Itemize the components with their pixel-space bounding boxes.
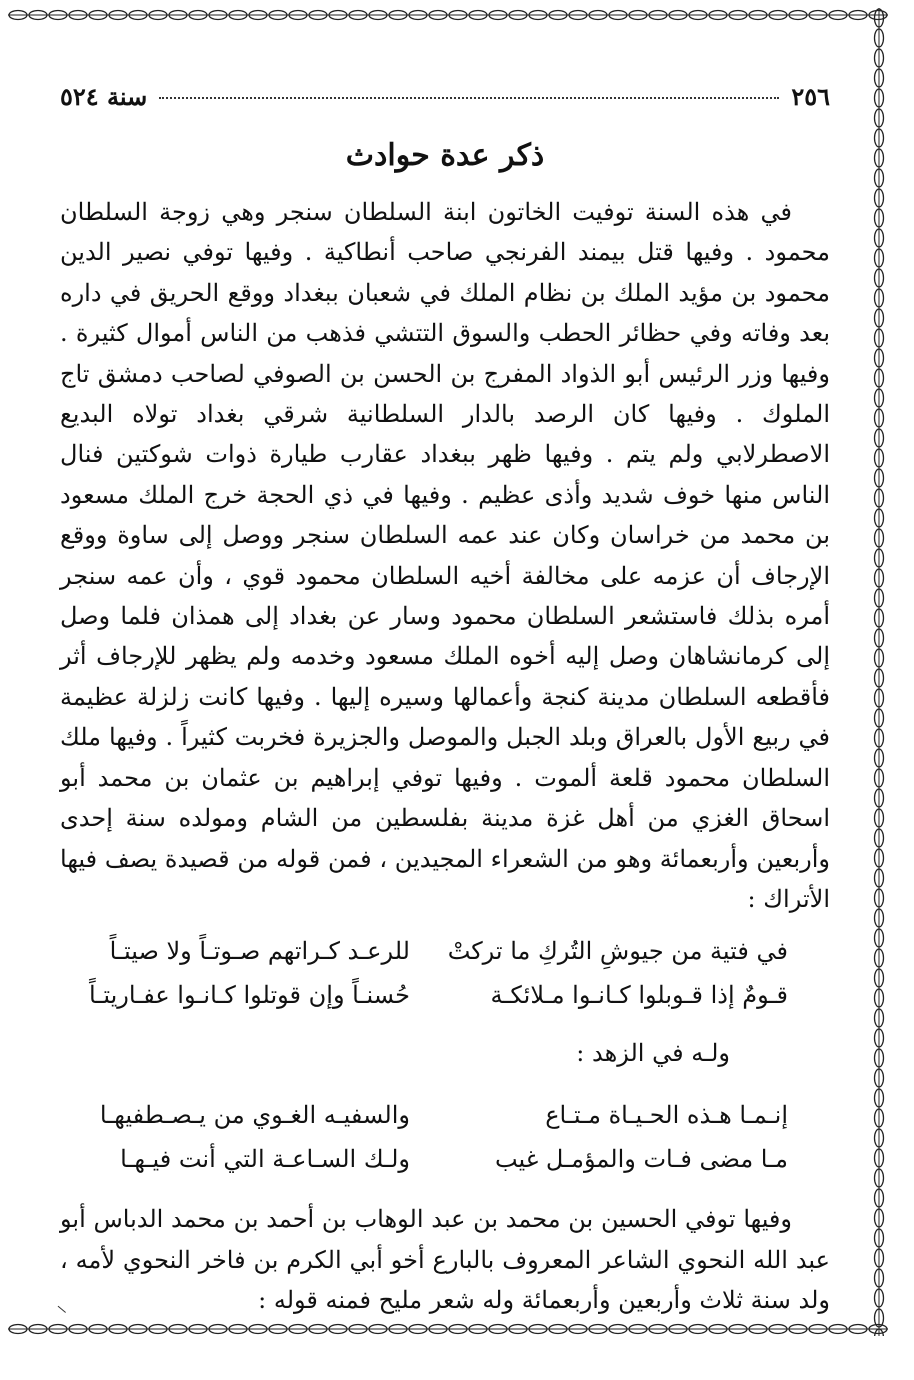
- poem1-verse-1: [60, 937, 830, 981]
- hemistich-first: إنـمـا هـذه الحـيـاة مـتـاع: [545, 1101, 788, 1130]
- hemistich-first: قـومٌ إذا قـوبلوا كـانـوا مـلائكـة: [490, 981, 788, 1010]
- zuhd-intro: ولـه في الزهد :: [576, 1039, 730, 1068]
- poem1-verse-2: [60, 981, 830, 1025]
- hemistich-second: للرعـد كـراتهم صـوتـاً ولا صيتـاً: [109, 937, 410, 966]
- header-dotted-rule: [159, 97, 779, 99]
- hemistich-second: حُسنـاً وإن قوتلوا كـانـوا عفـاريتـاً: [89, 981, 410, 1010]
- hemistich-first: في فتية من جيوشِ التُركِ ما تركتْ: [447, 937, 788, 966]
- bottom-ornamental-border: [8, 1322, 888, 1336]
- right-ornamental-border: [872, 8, 886, 1336]
- running-head: [60, 82, 830, 122]
- poem2-verse-2: [60, 1145, 830, 1189]
- section-title: ذكر عدة حوادث: [345, 138, 545, 173]
- main-paragraph: في هذه السنة توفيت الخاتون ابنة السلطان سنجر وهي زوجة السلطان محمود . وفيها قتل بيمند الفرنجي صاحب أنطاكية . وفيها توفي نصير الدين محمود بن مؤيد الملك بن نظام الملك في شعبان ببغداد ووقع الحريق في داره بعد وفاته وفي حظائر الحطب والسوق التتشي فذهب من الناس أموال كثيرة . وفيها وزر الرئيس أبو الذواد المفرج بن الحسن بن الصوفي لصاحب دمشق تاج الملوك . وفيها كان الرصد بالدار السلطانية شرقي بغداد تولاه البديع الاصطرلابي ولم يتم . وفيها ظهر ببغداد عقارب طيارة ذوات شوكتين فنال الناس منها خوف شديد وأذى عظيم . وفيها في ذي الحجة خرج الملك مسعود بن محمد من خراسان وكان عند عمه السلطان سنجر ووصل إلى ساوة ووقع الإرجاف أن عزمه على مخالفة أخيه السلطان محمود قوي ، وأن عمه سنجر أمره بذلك فاستشعر السلطان محمود وسار عن بغداد إلى همذان فلما وصل إلى كرمانشاهان وصل إليه أخوه الملك مسعود وخدمه ولم يظهر للإرجاف أثر فأقطعه السلطان مدينة كنجة وأعمالها وسيره إليها . وفيها كانت زلزلة عظيمة في ربيع الأول بالعراق وبلد الجبل والموصل والجزيرة فخربت كثيراً . وفيها ملك السلطان محمود قلعة ألموت . وفيها توفي إبراهيم بن عثمان بن محمد أبو اسحاق الغزي من أهل غزة مدينة بفلسطين من الشام ومولده سنة إحدى وأربعين وأربعمائة وهو من الشعراء المجيدين ، فمن قوله من قصيدة يصف فيها الأتراك :: [60, 198, 831, 913]
- closing-paragraph: وفيها توفي الحسين بن محمد بن عبد الوهاب بن أحمد بن محمد الدباس أبو عبد الله النحوي الشاعر المعروف بالبارع أخو أبي الكرم بن فاخر النحوي لأمه ، ولد سنة ثلاث وأربعين وأربعمائة وله شعر مليح فمنه قوله :: [60, 1205, 830, 1315]
- hemistich-first: مـا مضى فـات والمؤمـل غيب: [494, 1145, 788, 1174]
- page-body: [60, 82, 830, 1321]
- year-label: سنة ٥٢٤: [60, 82, 148, 111]
- page-number: ٢٥٦: [791, 82, 830, 111]
- hemistich-second: ولـك السـاعـة التي أنت فيـهـا: [120, 1145, 410, 1174]
- hemistich-second: والسفيـه الغـوي من يـصـطفيهـا: [99, 1101, 410, 1130]
- poem2-verse-1: [60, 1101, 830, 1145]
- top-ornamental-border: [8, 8, 888, 22]
